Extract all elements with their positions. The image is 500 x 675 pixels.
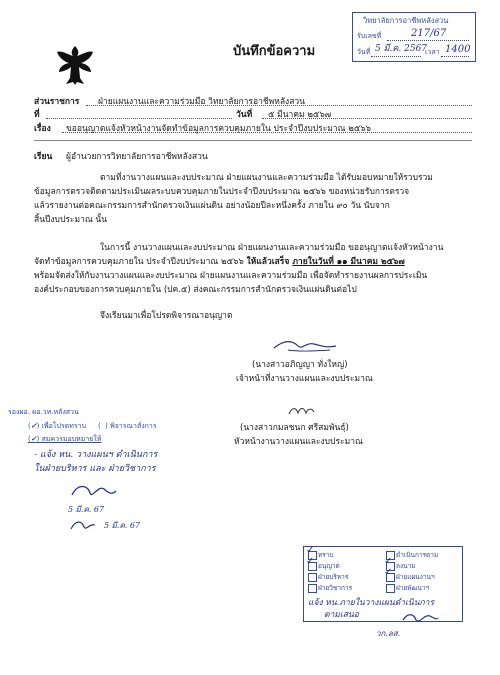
stamp-option-assign: (✓) สมควรมอบหมายให้ [28, 434, 102, 443]
check-mark-icon: ✓ [306, 545, 315, 556]
paragraph2-text: จัดทำข้อมูลการควบคุมภายใน ประจำปีงบประมาณ ๒๕๖๖ [34, 257, 247, 267]
receive-number: 217/67 [411, 28, 447, 39]
approve-handwritten-note-1: แจ้ง หน.ภายในวางแผนดำเนินการ [308, 598, 435, 608]
approve-item-label: ลงนาม [396, 562, 416, 570]
paragraph2-line: ในการนี้ งานวางแผนและงบประมาณ ฝ่ายแผนงานและความร่วมมือ ขออนุญาตแจ้งหัวหน้างาน [100, 243, 444, 253]
memo-title: บันทึกข้อความ [233, 44, 316, 59]
check-mark-icon: ✓ [384, 567, 393, 578]
director-stamp-header: รองผอ. ผอ.วท.หลังสวน [8, 408, 79, 416]
approve-checkbox [386, 584, 395, 593]
approve-item-label: ฝ่ายบริหาร [318, 573, 349, 581]
ref-label: ที่ [34, 110, 40, 120]
receive-time-label: เวลา [425, 48, 440, 56]
stamp-date-1: 5 มี.ค. 67 [68, 505, 105, 514]
closing-line: จึงเรียนมาเพื่อโปรดพิจารณาอนุญาต [100, 311, 233, 321]
paragraph2-emphasis: ให้แล้วเสร็จ [246, 257, 293, 267]
check-mark-icon: ✓ [306, 556, 315, 567]
receive-stamp [352, 12, 476, 62]
paragraph1-line: สิ้นปีงบประมาณ นั้น [34, 215, 108, 225]
stamp-signature-1 [68, 481, 118, 503]
signer1-position: เจ้าหน้าที่งานวางแผนและงบประมาณ [236, 374, 373, 384]
receive-stamp-org: วิทยาลัยการอาชีพหลังสวน [363, 16, 449, 25]
paragraph2-line: พร้อมจัดส่งให้กับงานวางแผนและงบประมาณ ฝ่ายแผนงานและความร่วมมือ เพื่อจัดทำรายงานผลการประเมิน [34, 271, 428, 281]
stamp-handwritten-note-2: ในฝ่ายบริหาร และ ฝ่ายวิชาการ [34, 464, 156, 474]
paragraph1-line: ตามที่งานวางแผนและงบประมาณ ฝ่ายแผนงานและความร่วมมือ ได้รับมอบหมายให้รวบรวม [100, 173, 433, 183]
paragraph1-line: แล้วรายงานต่อคณะกรรมการสำนักตรวจเงินแผ่นดิน อย่างน้อยปีละหนึ่งครั้ง ภายใน ๙๐ วัน นับจาก [34, 201, 390, 211]
approve-signature [400, 610, 440, 626]
stamp-date-2: 5 มี.ค. 67 [104, 521, 141, 530]
signature-2 [286, 404, 316, 418]
salutation-label: เรียน [34, 152, 53, 162]
approve-item-label: ฝ่ายวิชาการ [318, 584, 353, 592]
paragraph2-line [34, 256, 405, 269]
stamp-option-consider: ( ) พิจารณาสั่งการ [98, 422, 157, 430]
subject-value: ขออนุญาตแจ้งหัวหน้างานจัดทำข้อมูลการควบคุมภายใน ประจำปีงบประมาณ ๒๕๖๖ [66, 124, 372, 134]
subject-label: เรื่อง [34, 124, 51, 134]
garuda-emblem-icon [55, 44, 95, 86]
director-stamp [8, 407, 168, 537]
stamp-option-ack: (✓) เพื่อโปรดทราบ [28, 421, 87, 430]
approve-item-label: ฝ่ายแผนงานฯ [396, 573, 435, 581]
paragraph2-deadline: ภายในวันที่ ๑๑ มีนาคม ๒๕๖๗ [292, 257, 405, 267]
stamp-handwritten-note-1: - แจ้ง หน. วางแผนฯ ดำเนินการ [34, 450, 158, 460]
receive-number-label: รับเลขที่ [357, 32, 382, 40]
signer2-name: (นางสาวกมลชนก ศรีสมพันธุ์) [240, 423, 349, 433]
check-mark-icon: ✓ [384, 556, 393, 567]
approve-item-label: ดำเนินการตาม [396, 551, 439, 559]
signer2-position: หัวหน้างานวางแผนและงบประมาณ [234, 437, 363, 447]
paragraph2-line: องค์ประกอบของการควบคุมภายใน (ปค.๕) ส่งคณะกรรมการสำนักตรวจเงินแผ่นดินต่อไป [34, 285, 357, 295]
receive-date-label: วันที่ [357, 48, 371, 56]
approve-item-label: ทราบ [318, 551, 334, 559]
approve-item-label: ฝ่ายพัฒนาฯ [396, 584, 430, 592]
department-label: ส่วนราชการ [34, 97, 80, 107]
approve-item-label: อนุญาต [318, 562, 340, 570]
salutation-to: ผู้อำนวยการวิทยาลัยการอาชีพหลังสวน [66, 152, 208, 162]
paragraph1-line: ข้อมูลการตรวจติดตามประเมินผลระบบควบคุมภายในประจำปีงบประมาณ ๒๕๖๖ ของหน่วยรับการตรวจ [34, 187, 410, 197]
date-value: ๕ มีนาคม ๒๕๖๗ [268, 110, 332, 120]
signature-1 [270, 336, 340, 354]
date-label: วันที่ [236, 110, 253, 120]
receive-date: 5 มี.ค. 2567 [375, 44, 428, 54]
header-divider [34, 140, 472, 141]
approve-handwritten-note-2: ตามเสนอ [324, 610, 359, 620]
department-value: ฝ่ายแผนงานและความร่วมมือ วิทยาลัยการอาชีพหลังสวน [98, 97, 305, 107]
receive-time: 1400 [445, 44, 471, 55]
approve-checkbox [308, 573, 317, 582]
stamp-signature-2 [68, 517, 98, 533]
signer1-name: (นางสาวอภิญญา ทั่งใหญ่) [252, 360, 348, 370]
approve-handwritten-note-3: วก.ลส. [376, 629, 401, 638]
approve-checkbox [308, 584, 317, 593]
